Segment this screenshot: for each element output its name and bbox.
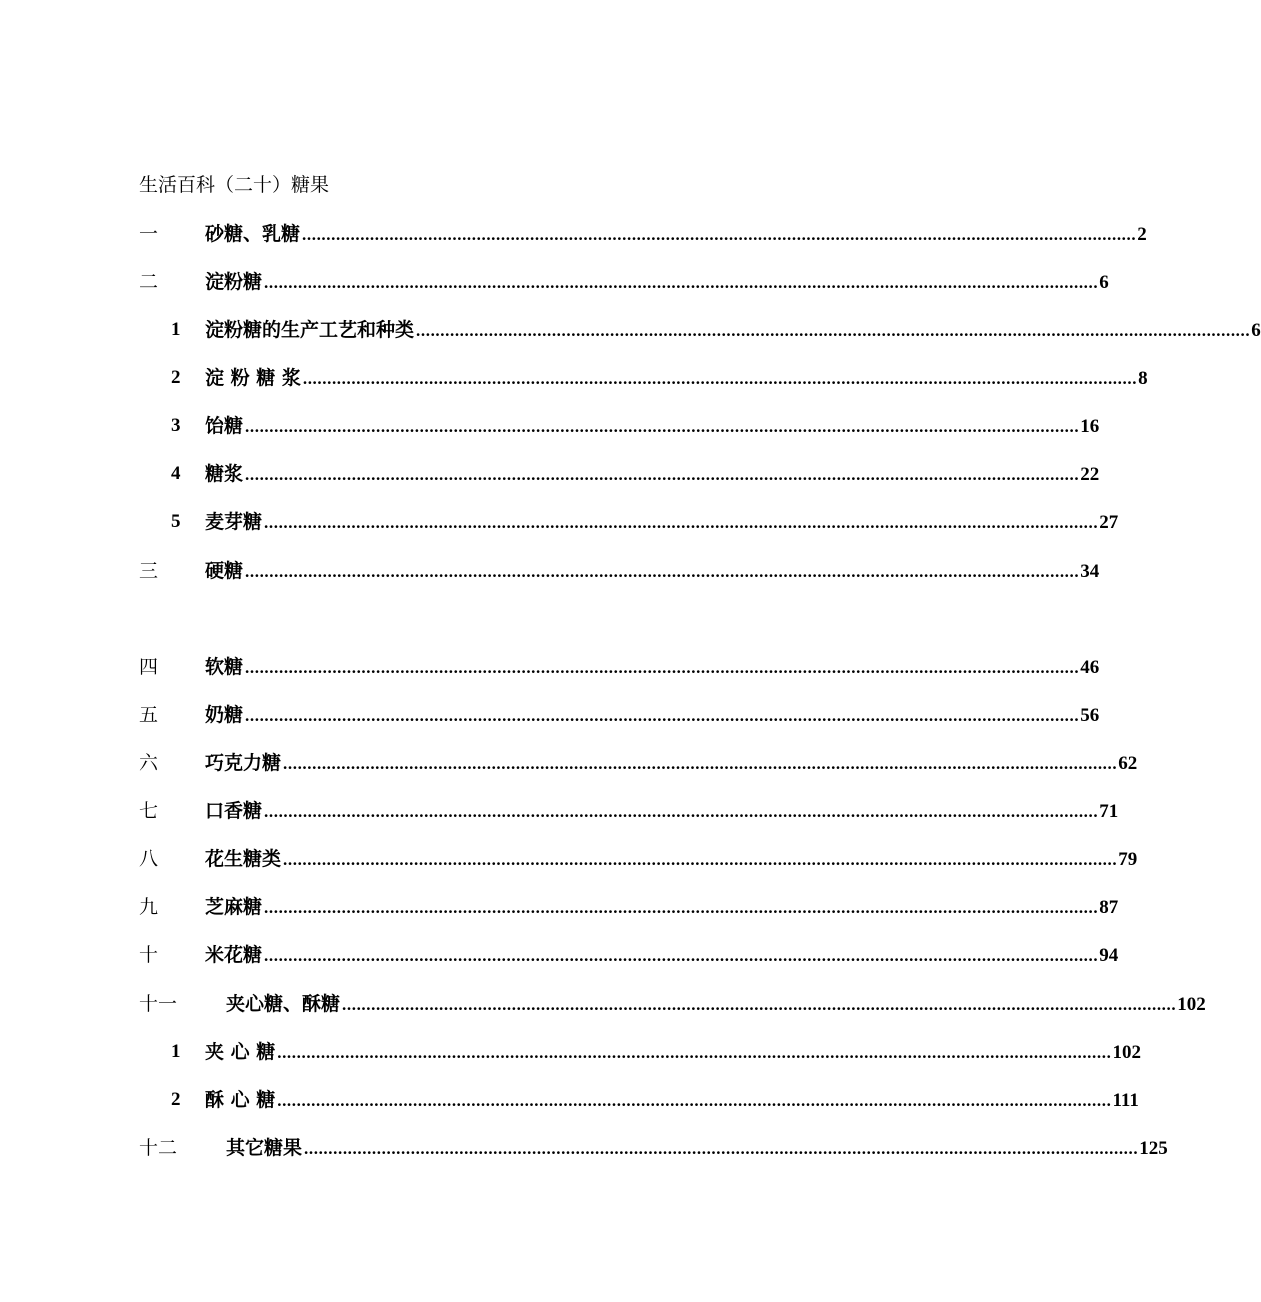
toc-entry-page: 56: [1080, 705, 1100, 726]
toc-entry-number: 六: [139, 752, 159, 774]
dot-leader: ............................................................................................................................................................................: [245, 658, 1080, 677]
dot-leader: ............................................................................................................................................................................: [264, 273, 1099, 292]
toc-entry-page: 102: [1177, 994, 1206, 1015]
toc-entry-label: 麦芽糖: [205, 511, 263, 533]
toc-entry-page: 2: [1137, 224, 1147, 245]
toc-entry-page: 102: [1112, 1042, 1141, 1063]
dot-leader: ............................................................................................................................................................................: [416, 321, 1251, 340]
toc-entry-number: 4: [171, 463, 181, 484]
toc-entry-body: [205, 892, 1119, 922]
toc-entry-number: 一: [139, 223, 159, 245]
dot-leader: ............................................................................................................................................................................: [245, 465, 1080, 484]
toc-subentry[interactable]: [0, 1085, 1139, 1115]
toc-entry-body: [205, 652, 1100, 682]
toc-entry-number: 5: [171, 511, 181, 532]
toc-entry-label: 糖浆: [205, 463, 244, 485]
toc-entry-number: 十: [139, 944, 159, 966]
toc-entry-page: 94: [1099, 945, 1119, 966]
toc-entry-label: 其它糖果: [226, 1137, 303, 1159]
toc-entry-page: 79: [1118, 849, 1138, 870]
toc-entry[interactable]: [0, 556, 1100, 586]
toc-entry[interactable]: [0, 989, 1206, 1019]
toc-entry-page: 62: [1118, 753, 1138, 774]
toc-entry-label: 硬糖: [205, 560, 244, 582]
toc-entry[interactable]: [0, 700, 1100, 730]
toc-subentry[interactable]: [0, 363, 1148, 393]
toc-entry-number: 四: [139, 656, 159, 678]
toc-entry-body: [205, 315, 1261, 345]
toc-entry[interactable]: [0, 1133, 1168, 1163]
toc-entry[interactable]: [0, 844, 1138, 874]
toc-entry-body: [205, 363, 1148, 393]
dot-leader: ............................................................................................................................................................................: [302, 225, 1137, 244]
dot-leader: ............................................................................................................................................................................: [277, 1091, 1112, 1110]
toc-entry-page: 16: [1080, 416, 1100, 437]
toc-entry-body: [205, 459, 1100, 489]
toc-entry-page: 71: [1099, 801, 1119, 822]
toc-entry-body: [205, 1037, 1141, 1067]
toc-entry-body: [205, 556, 1100, 586]
toc-entry-number: 九: [139, 896, 159, 918]
toc-entry[interactable]: [0, 748, 1138, 778]
toc-entry-body: [205, 1085, 1139, 1115]
toc-entry-page: 22: [1080, 464, 1100, 485]
toc-entry-number: 2: [171, 367, 181, 388]
dot-leader: ............................................................................................................................................................................: [277, 1043, 1112, 1062]
toc-entry[interactable]: [0, 940, 1119, 970]
toc-entry-body: [226, 989, 1206, 1019]
toc-entry-page: 34: [1080, 561, 1100, 582]
toc-entry-label: 酥 心 糖: [205, 1089, 276, 1111]
toc-entry-page: 27: [1099, 512, 1119, 533]
dot-leader: ............................................................................................................................................................................: [264, 802, 1099, 821]
toc-entry[interactable]: [0, 267, 1109, 297]
toc-entry[interactable]: [0, 652, 1100, 682]
toc-entry-page: 111: [1112, 1090, 1139, 1111]
toc-entry-number: 1: [171, 1041, 181, 1062]
toc-entry-number: 七: [139, 800, 159, 822]
toc-entry-number: 3: [171, 415, 181, 436]
toc-entry-body: [205, 796, 1119, 826]
toc-entry-body: [205, 940, 1119, 970]
toc-entry-body: [226, 1133, 1168, 1163]
dot-leader: ............................................................................................................................................................................: [342, 995, 1177, 1014]
dot-leader: ............................................................................................................................................................................: [302, 369, 1138, 388]
dot-leader: ............................................................................................................................................................................: [245, 417, 1080, 436]
toc-entry-label: 饴糖: [205, 415, 244, 437]
dot-leader: ............................................................................................................................................................................: [264, 898, 1099, 917]
toc-entry-label: 巧克力糖: [205, 752, 282, 774]
toc-entry-number: 二: [139, 271, 159, 293]
toc-subentry[interactable]: [0, 459, 1100, 489]
toc-entry-label: 花生糖类: [205, 848, 282, 870]
toc-entry-page: 46: [1080, 657, 1100, 678]
toc-entry-label: 奶糖: [205, 704, 244, 726]
dot-leader: ............................................................................................................................................................................: [245, 706, 1080, 725]
dot-leader: ............................................................................................................................................................................: [283, 754, 1118, 773]
toc-entry-number: 十一: [139, 993, 178, 1015]
toc-entry-body: [205, 267, 1109, 297]
toc-entry-body: [205, 411, 1100, 441]
toc-entry-number: 八: [139, 848, 159, 870]
toc-entry-body: [205, 844, 1138, 874]
toc-entry[interactable]: [0, 892, 1119, 922]
toc-entry-body: [205, 219, 1147, 249]
toc-entry-number: 十二: [139, 1137, 178, 1159]
toc-subentry[interactable]: [0, 411, 1100, 441]
toc-entry-label: 夹 心 糖: [205, 1041, 276, 1063]
toc-entry-label: 米花糖: [205, 944, 263, 966]
toc-entry-body: [205, 748, 1138, 778]
toc-subentry[interactable]: [0, 315, 1261, 345]
toc-entry-label: 淀 粉 糖 浆: [205, 367, 301, 389]
page-title: 生活百科（二十）糖果: [139, 174, 330, 196]
toc-entry-label: 口香糖: [205, 800, 263, 822]
toc-entry-number: 五: [139, 704, 159, 726]
toc-entry-number: 1: [171, 319, 181, 340]
toc-entry-page: 6: [1099, 272, 1109, 293]
toc-entry-number: 2: [171, 1089, 181, 1110]
toc-entry-label: 夹心糖、酥糖: [226, 993, 341, 1015]
dot-leader: ............................................................................................................................................................................: [264, 946, 1099, 965]
toc-entry-page: 87: [1099, 897, 1119, 918]
toc-entry-page: 8: [1138, 368, 1148, 389]
toc-entry-label: 砂糖、乳糖: [205, 223, 301, 245]
toc-entry[interactable]: [0, 219, 1147, 249]
toc-entry-label: 淀粉糖的生产工艺和种类: [205, 319, 415, 341]
toc-entry-label: 软糖: [205, 656, 244, 678]
toc-entry-label: 芝麻糖: [205, 896, 263, 918]
dot-leader: ............................................................................................................................................................................: [264, 513, 1099, 532]
toc-entry-page: 125: [1139, 1138, 1168, 1159]
toc-entry-body: [205, 700, 1100, 730]
toc-entry-body: [205, 507, 1119, 537]
toc-entry[interactable]: [0, 796, 1119, 826]
toc-entry-number: 三: [139, 560, 159, 582]
toc-subentry[interactable]: [0, 507, 1119, 537]
toc-entry-page: 6: [1251, 320, 1261, 341]
dot-leader: ............................................................................................................................................................................: [304, 1139, 1139, 1158]
dot-leader: ............................................................................................................................................................................: [283, 850, 1118, 869]
toc-entry-label: 淀粉糖: [205, 271, 263, 293]
dot-leader: ............................................................................................................................................................................: [245, 562, 1080, 581]
toc-subentry[interactable]: [0, 1037, 1141, 1067]
